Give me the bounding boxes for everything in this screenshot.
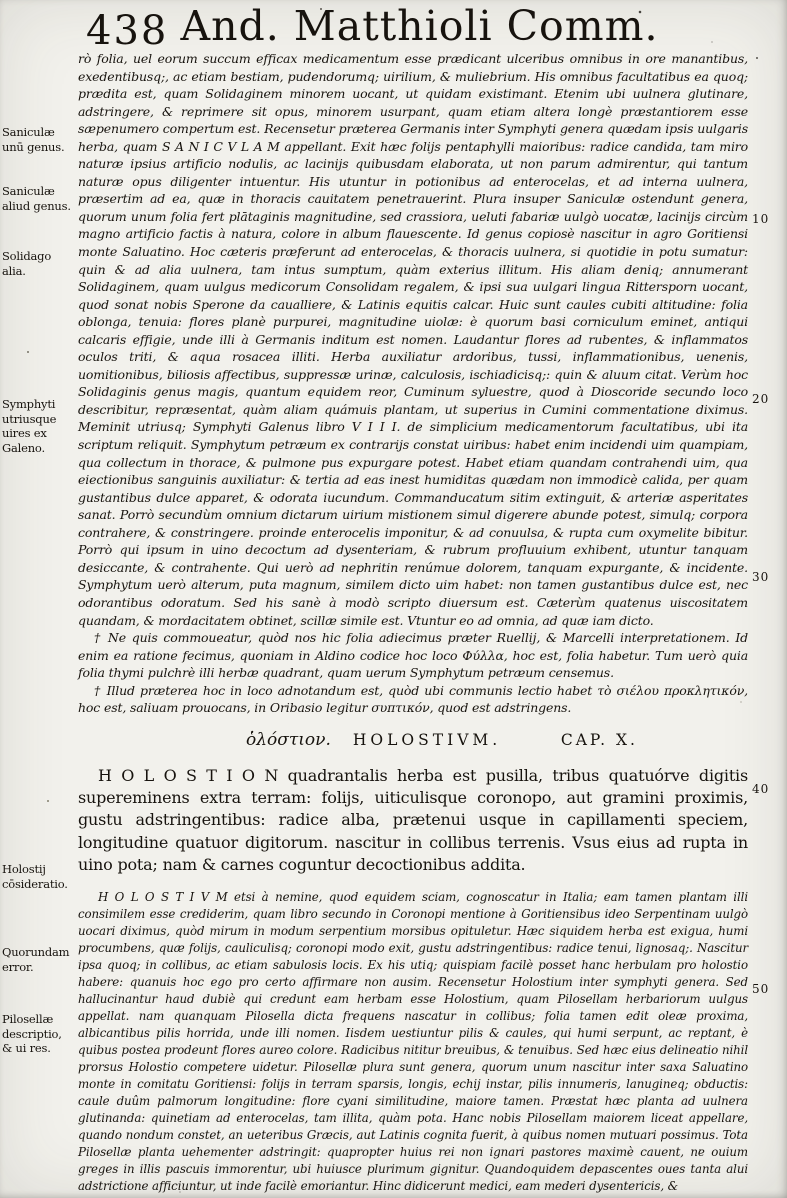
margin-note-symphyti-uires: Symphyti utriusque uires ex Galeno.	[2, 397, 57, 455]
page-number: 438	[86, 8, 169, 54]
line-number-20: 20	[752, 392, 770, 406]
paragraph-symphytum-commentary: rò folia, uel eorum succum efficax medicamentum esse prædicant ulceribus omnibus in ore manantibus, exedentibusq;, ac etiam bestiam, pudendorumq; uirilium, & muliebrium. His omnibus facultatibus ea quoq; prædita est, quam Solidaginem minorem uocant, ut quidam existimant. Etenim ubi uulnera glutinare, adstringere, & reprimere sit opus, minorem usurpant, quam etiam altera longè præstantiorem esse sæpenumero compertum est. Recensetur præterea Germanis inter Symphyti genera quædam ipsis uulgaris herba, quam S A N I C V L A M appellant. Exit hæc folijs pentaphylli maioribus: radice candida, tam miro naturæ ipsius artificio nodulis, ac lacinijs quibusdam elaborata, ut non parum admirentur, qui tantum naturæ opus diligenter intuentur. His utuntur in potionibus ad enterocelas, et ad interna uulnera, præsertim ad ea, quæ in thoracis cauitatem penetrauerint. Plura insuper Saniculæ ostendunt genera, quorum unum folia fert plātaginis magnitudine, sed crassiora, ueluti fabariæ uulgò uocatæ, lacinijs circùm magno artificio factis à natura, colore in album flauescente. Id genus copiosè nascitur in agro Goritiensi monte Saluatino. Hoc cæteris præferunt ad enterocelas, & thoracis uulnera, si quotidie in potu sumatur: quin & ad alia uulnera, tam intus sumptum, quàm exterius illitum. His aliam deniq; annumerant Solidaginem, quam uulgus medicorum Consolidam regalem, & ipsi sua uulgari lingua Rittersporn uocant, quod sonat nobis Sperone da caualliere, & Latinis equitis calcar. Huic sunt caules cubiti altitudine: folia oblonga, tenuia: flores planè purpurei, magnitudine uiolæ: è quorum basi corniculum eminet, antiqui calcaris effigie, unde illi à Germanis inditum est nomen. Laudantur flores ad rubentes, & inflammatos oculos triti, & aqua rosacea illiti. Herba auxiliatur ardoribus, tussi, inflammationibus, uenenis, uomitionibus, biliosis affectibus, suppressæ urinæ, calculosis, ischiadicisq;: quin & aluum citat. Verùm hoc Solidaginis genus magis, quantum equidem reor, Cuminum syluestre, quod à Dioscoride secundo loco describitur, repræsentat, quàm aliam quámuis plantam, ut superius in Cumini commentatione diximus. Meminit utriusq; Symphyti Galenus libro V I I I. de simplicium medicamentorum facultatibus, ubi ita scriptum reliquit. Symphytum petræum ex contrarijs constat uiribus: habet enim incidendi uim quampiam, qua collectum in thorace, & pulmone pus expurgare potest. Habet etiam quandam contrahendi uim, qua eiectionibus sanguinis auxiliatur: & tertia ad eas inest humiditas quædam non immodicè calida, per quam gustantibus dulce apparet, & odorata iucundum. Commanducatum sitim extinguit, & arteriæ asperitates sanat. Porrò secundùm omnium dictarum uirium mistionem simul digerere abunde potest, simulq; corpora contrahere, & constringere. proinde enterocelis imponitur, & ad conuulsa, & rupta cum oxymelite bibitur. Porrò qui ipsum in uino decoctum ad dysenteriam, & rubrum profluuium exhibent, utuntur tanquam desiccante, & contrahente. Qui uerò ad nephritin renúmue dolorem, tanquam expurgante, & incidente. Symphytum uerò alterum, puta magnum, similem dicto uim habet: non tamen gustantibus dulce est, nec odorantibus odoratum. Sed his sanè à modò scripto diuersum est. Cæterùm quatenus uiscositatem quandam, & mordacitatem obtinet, scillæ simile est. Vtuntur eo ad omnia, ad quæ iam dicto.	[78, 51, 748, 628]
chapter-heading	[78, 730, 748, 750]
margin-note-error: Quorundam error.	[2, 945, 70, 974]
chapter-heading-greek: ὁλόστιον.	[246, 729, 331, 750]
chapter-heading-latin: HOLOSTIVM.	[352, 730, 502, 749]
margin-note-holostij: Holostij cōsideratio.	[2, 862, 68, 891]
margin-note-sanicula-unum: Saniculæ unū genus.	[2, 125, 65, 154]
margin-note-solidago: Solidago alia.	[2, 249, 52, 278]
footnote-folia: † Ne quis commoueatur, quòd nos hic folia adiecimus præter Ruellij, & Marcelli interpretationem. Id enim ea ratione fecimus, quoniam in Aldino codice hoc loco Φύλλα, hoc est, folia habetur. Tum uerò quia folia thymi pulchrè illi herbæ quadrant, quam uerum Symphytum petræum censemus.	[78, 630, 748, 681]
line-number-30: 30	[752, 570, 770, 584]
line-number-40: 40	[752, 782, 770, 796]
margin-note-sanicula-aliud: Saniculæ aliud genus.	[2, 184, 71, 213]
line-number-50: 50	[752, 982, 770, 996]
paragraph-holostion-text: H O L O S T I O N quadrantalis herba est pusilla, tribus quatuórve digitis supereminens extra terram: folijs, uiticulisque coronopo, aut gramini proximis, gustu adstringentibus: radice alba, prætenui usque in capillamenti speciem, longitudine quatuor digitorum. nascitur in collibus terrenis. Vsus eius ad rupta in uino pota; nam & carnes coguntur decoctionibus addita.	[78, 765, 748, 874]
text-column	[78, 50, 748, 1195]
running-title: And. Matthioli Comm.	[180, 2, 659, 50]
margin-note-pilosella: Pilosellæ descriptio, & ui res.	[2, 1012, 62, 1055]
footnote-oribasius: † Illud præterea hoc in loco adnotandum est, quòd ubi communis lectio habet τὸ σιέλου προκλητικόν, hoc est, saliuam prouocans, in Oribasio legitur συπτικόν, quod est adstringens.	[78, 682, 748, 716]
line-number-10: 10	[752, 212, 770, 226]
paragraph-holostium-commentary: H O L O S T I V M etsi à nemine, quod equidem sciam, cognoscatur in Italia; eam tamen plantam illi consimilem esse crediderim, quam libro secundo in Coronopi mentione à Goritiensibus ideo Serpentinam uulgò uocari diximus, quòd mirum in modum serpentium morsibus opituletur. Hæc siquidem herba est exigua, humi procumbens, quæ folijs, cauliculisq; coronopi modo exit, gustu adstringentibus: radice tenui, lignosaq;. Nascitur ipsa quoq; in collibus, ac etiam sabulosis locis. Ex his utiq; quispiam facilè posset hanc herbulam pro holostio habere: quanuis hoc ego pro certo affirmare non ausim. Recensetur Holostium inter symphyti genera. Sed hallucinantur haud dubiè qui credunt eam herbam esse Holostium, quam Pilosellam herbariorum uulgus appellat. nam quanquam Pilosella dicta frequens nascatur in collibus; folia tamen edit oleæ proxima, albicantibus pilis horrida, unde illi nomen. Iisdem uestiuntur pilis & caules, qui humi serpunt, ac reptant, è quibus postea prodeunt flores aureo colore. Radicibus nititur breuibus, & tenuibus. Sed hæc eius delineatio nihil prorsus Holostio competere uidetur. Pilosellæ plura sunt genera, quorum unum nascitur inter saxa Saluatino monte in comitatu Goritiensi: folijs in terram sparsis, longis, echij instar, pilis innumeris, lanugineq; obductis: caule duûm palmorum longitudine: flore cyani similitudine, maiore tamen. Præstat hæc planta ad uulnera glutinanda: quinetiam ad enterocelas, tam illita, quàm pota. Hanc nobis Pilosellam maiorem liceat appellare, quando nondum constet, an ueteribus Græcis, aut Latinis cognita fuerit, à quibus nomen mutuari possimus. Tota Pilosellæ planta uehementer adstringit: quapropter huius rei non ignari pastores maximè cauent, ne ouium greges in illis pascuis immorentur, ubi huiusce plurimum gignitur. Quandoquidem depascentes oues tanta alui adstrictione afficiuntur, ut inde facilè emoriantur. Hinc didicerunt medici, eam mederi dysentericis, &	[78, 890, 748, 1194]
chapter-number: CAP. X.	[560, 730, 638, 749]
